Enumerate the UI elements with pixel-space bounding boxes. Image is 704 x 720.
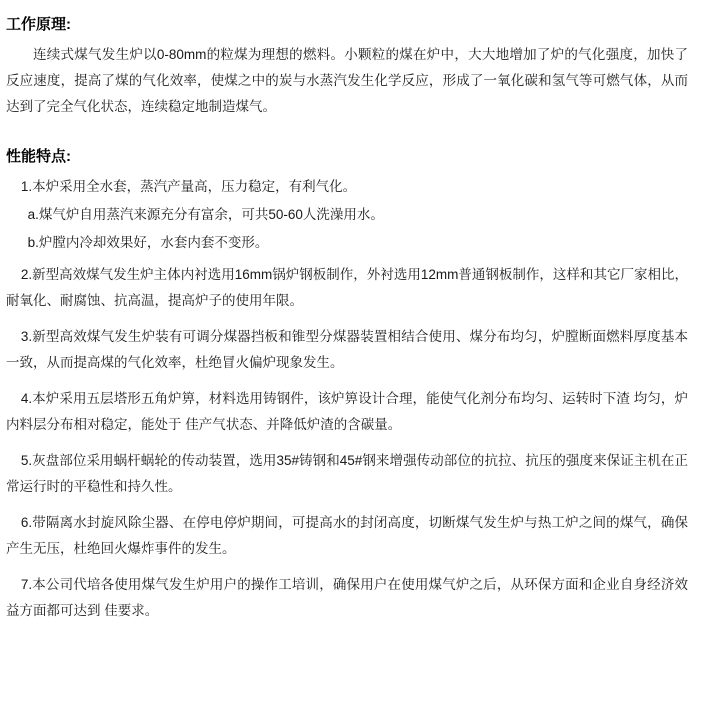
list-item: b.炉膛内冷却效果好，水套内套不变形。 [27,235,269,250]
list-item: 1.本炉采用全水套，蒸汽产量高，压力稳定，有利气化。 [20,179,357,194]
section-heading-features: 性能特点: [6,148,71,165]
list-item: 2.新型高效煤气发生炉主体内衬选用16mm锅炉钢板制作，外衬选用12mm普通钢板制作，这样和其它厂家相比，耐氧化、耐腐蚀、抗高温，提高炉子的使用年限。 [6,267,688,308]
working-principle-paragraph: 连续式煤气发生炉以0-80mm的粒煤为理想的燃料。小颗粒的煤在炉中，大大地增加了炉的气化强度，加快了反应速度，提高了煤的气化效率，使煤之中的炭与水蒸汽发生化学反应，形成了一氧化碳和氢气等可燃气体，从而达到了完全气化状态，连续稳定地制造煤气。 [6,47,688,114]
list-item: 7.本公司代培各使用煤气发生炉用户的操作工培训，确保用户在使用煤气炉之后，从环保方面和企业自身经济效益方面都可达到 佳要求。 [6,577,688,618]
list-item: a.煤气炉自用蒸汽来源充分有富余，可共50-60人洗澡用水。 [27,207,384,222]
section-heading-working-principle: 工作原理: [6,16,71,33]
features-list [4,174,692,624]
list-item: 4.本炉采用五层塔形五角炉箅，材料选用铸钢件，该炉箅设计合理，能使气化剂分布均匀、运转时下渣 均匀，炉内料层分布相对稳定，能处于 佳产气状态、并降低炉渣的含碳量。 [6,391,688,432]
list-item: 3.新型高效煤气发生炉装有可调分煤器挡板和锥型分煤器装置相结合使用、煤分布均匀，炉膛断面燃料厚度基本一致，从而提高煤的气化效率，杜绝冒火偏炉现象发生。 [6,329,688,370]
list-item: 5.灰盘部位采用蜗杆蜗轮的传动装置，选用35#铸钢和45#钢来增强传动部位的抗拉、抗压的强度来保证主机在正常运行时的平稳性和持久性。 [6,453,688,494]
list-item: 6.带隔离水封旋风除尘器、在停电停炉期间，可提高水的封闭高度，切断煤气发生炉与热工炉之间的煤气，确保产生无压，杜绝回火爆炸事件的发生。 [6,515,688,556]
